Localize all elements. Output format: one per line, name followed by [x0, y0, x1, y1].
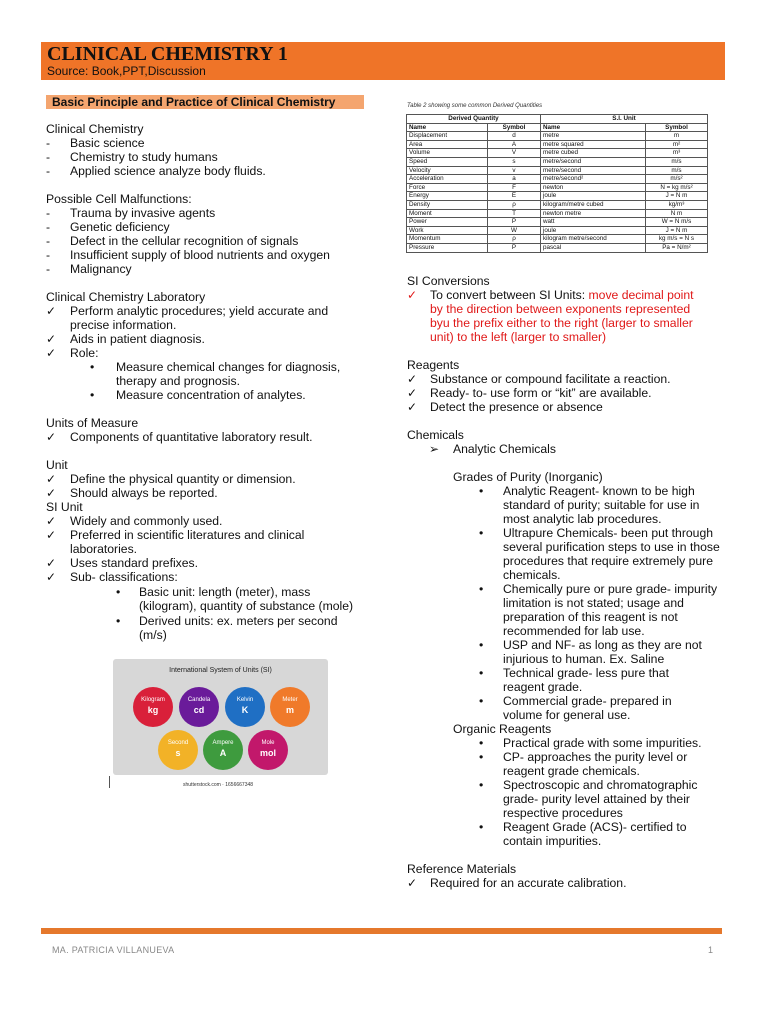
list-item: Ready- to- use form or “kit” are available.: [430, 386, 652, 400]
bullet-icon: •: [90, 388, 95, 402]
table-row: [407, 140, 708, 149]
list-item: Analytic Reagent- known to be high standard of purity; suitable for use in most analytic lab procedures.: [503, 484, 700, 526]
list-item: Define the physical quantity or dimension.: [70, 472, 296, 486]
table-row: [407, 157, 708, 166]
unit-circle-mole: Mole mol: [248, 730, 288, 770]
table-cell: joule: [541, 192, 646, 201]
table-cell: T: [488, 209, 541, 218]
list-item: Practical grade with some impurities.: [503, 736, 702, 750]
gp-title: Grades of Purity (Inorganic): [453, 470, 603, 484]
bullet-icon: •: [479, 666, 484, 680]
table-column-header: Symbol: [488, 123, 541, 132]
list-item: Sub- classifications:: [70, 570, 178, 584]
table-cell: metre/second²: [541, 175, 646, 184]
list-item: Preferred in scientific literatures and clinical laboratories.: [70, 528, 305, 556]
table-cell: kilogram metre/second: [541, 235, 646, 244]
table-row: [407, 226, 708, 235]
table-cell: pascal: [541, 243, 646, 252]
bullet-icon: •: [116, 585, 121, 599]
table-cell: newton: [541, 183, 646, 192]
list-item: Commercial grade- prepared in volume for general use.: [503, 694, 672, 722]
dash-marker: -: [46, 164, 51, 178]
bullet-icon: •: [479, 582, 484, 596]
list-item: Analytic Chemicals: [453, 442, 556, 456]
table-cell: W = N m/s: [646, 218, 708, 227]
bullet-icon: •: [116, 614, 121, 628]
list-item: USP and NF- as long as they are not injurious to human. Ex. Saline: [503, 638, 702, 666]
dash-marker: -: [46, 220, 51, 234]
dash-marker: -: [46, 136, 51, 150]
table-cell: m/s: [646, 157, 708, 166]
table-row: [407, 243, 708, 252]
table-cell: E: [488, 192, 541, 201]
list-item: Malignancy: [70, 262, 132, 276]
list-item: Basic science: [70, 136, 145, 150]
table-cell: metre/second: [541, 166, 646, 175]
table-row: [407, 183, 708, 192]
chem-title: Chemicals: [407, 428, 464, 442]
check-icon: ✓: [407, 288, 418, 302]
table-column-header: Name: [541, 123, 646, 132]
bullet-icon: •: [479, 750, 484, 764]
check-icon: ✓: [407, 876, 418, 890]
dash-marker: -: [46, 248, 51, 262]
table-cell: Moment: [407, 209, 488, 218]
right-column: [407, 274, 727, 890]
table-row: [407, 132, 708, 141]
list-item: Widely and commonly used.: [70, 514, 223, 528]
table-cell: metre: [541, 132, 646, 141]
uom-title: Units of Measure: [46, 416, 139, 430]
list-item: Ultrapure Chemicals- been put through several purification steps to use in those procedures that require extremely pure chemicals.: [503, 526, 720, 582]
bullet-icon: •: [479, 484, 484, 498]
si-image-title: International System of Units (SI): [169, 667, 272, 674]
table-cell: kg/m³: [646, 200, 708, 209]
table-cell: N = kg m/s²: [646, 183, 708, 192]
conv-highlight-line: byu the prefix either to the right (larger to smaller: [430, 316, 693, 330]
table-cell: Energy: [407, 192, 488, 201]
check-icon: ✓: [46, 514, 57, 528]
unit-circle-candela: Candela cd: [179, 687, 219, 727]
dash-marker: -: [46, 234, 51, 248]
table-cell: Volume: [407, 149, 488, 158]
list-item: Perform analytic procedures; yield accurate and precise information.: [70, 304, 329, 332]
conv-highlight: move decimal point: [588, 288, 694, 302]
list-item: Spectroscopic and chromatographic grade- purity level attained by their respective procedures: [503, 778, 698, 820]
table-cell: P: [488, 218, 541, 227]
list-item: Substance or compound facilitate a reaction.: [430, 372, 671, 386]
table-row: [407, 175, 708, 184]
table-cell: kilogram/metre cubed: [541, 200, 646, 209]
table-cell: watt: [541, 218, 646, 227]
list-item: Genetic deficiency: [70, 220, 170, 234]
unit-circle-kelvin: Kelvin K: [225, 687, 265, 727]
left-column: [46, 122, 366, 642]
table-row: [407, 192, 708, 201]
check-icon: ✓: [46, 486, 57, 500]
table-cell: F: [488, 183, 541, 192]
list-item: CP- approaches the purity level or reagent grade chemicals.: [503, 750, 688, 778]
table-cell: kg m/s = N s: [646, 235, 708, 244]
footer-author: MA. PATRICIA VILLANUEVA: [52, 945, 175, 955]
table-row: [407, 209, 708, 218]
arrow-icon: ➢: [429, 442, 440, 456]
table-cell: m³: [646, 149, 708, 158]
bullet-icon: •: [479, 526, 484, 540]
table-cell: Pressure: [407, 243, 488, 252]
table-cell: P: [488, 243, 541, 252]
si-units-image: [113, 659, 328, 775]
source-line: Source: Book,PPT,Discussion: [47, 64, 206, 78]
table-cell: joule: [541, 226, 646, 235]
pcm-title: Possible Cell Malfunctions:: [46, 192, 192, 206]
table-row: [407, 235, 708, 244]
bullet-icon: •: [479, 694, 484, 708]
table-cell: Pa = N/m²: [646, 243, 708, 252]
table-cell: Velocity: [407, 166, 488, 175]
conv-title: SI Conversions: [407, 274, 490, 288]
table-cell: a: [488, 175, 541, 184]
table-cell: m²: [646, 140, 708, 149]
table-group-header: S.I. Unit: [541, 115, 708, 124]
list-item: Derived units: ex. meters per second (m/s): [139, 614, 338, 642]
table-cell: s: [488, 157, 541, 166]
list-item: Measure chemical changes for diagnosis, therapy and prognosis.: [116, 360, 341, 388]
dash-marker: -: [46, 206, 51, 220]
table-column-header: Name: [407, 123, 488, 132]
list-item: Basic unit: length (meter), mass (kilogram), quantity of substance (mole): [139, 585, 354, 613]
list-item: Should always be reported.: [70, 486, 218, 500]
table-cell: m: [646, 132, 708, 141]
title-banner: [41, 42, 725, 80]
table-row: [407, 218, 708, 227]
unit-title: Unit: [46, 458, 68, 472]
check-icon: ✓: [46, 556, 57, 570]
list-item: Technical grade- less pure that reagent grade.: [503, 666, 669, 694]
org-title: Organic Reagents: [453, 722, 552, 736]
table-cell: J = N m: [646, 226, 708, 235]
bullet-icon: •: [90, 360, 95, 374]
table-cell: metre squared: [541, 140, 646, 149]
conv-lead: To convert between SI Units:: [430, 288, 589, 302]
page-number: 1: [708, 945, 714, 955]
table-group-header: Derived Quantity: [407, 115, 541, 124]
list-item: Detect the presence or absence: [430, 400, 603, 414]
table-cell: newton metre: [541, 209, 646, 218]
bullet-icon: •: [479, 736, 484, 750]
check-icon: ✓: [407, 386, 418, 400]
list-item: Role:: [70, 346, 99, 360]
conv-highlight-line: by the direction between exponents represented: [430, 302, 691, 316]
check-icon: ✓: [46, 332, 57, 346]
table-cell: Acceleration: [407, 175, 488, 184]
unit-circle-kilogram: Kilogram kg: [133, 687, 173, 727]
bullet-icon: •: [479, 638, 484, 652]
table-cell: Power: [407, 218, 488, 227]
list-item: Measure concentration of analytes.: [116, 388, 306, 402]
footer-divider: [41, 928, 722, 934]
table-column-header: Symbol: [646, 123, 708, 132]
table-cell: Speed: [407, 157, 488, 166]
bullet-icon: •: [479, 820, 484, 834]
image-credit: shutterstock.com · 1656667348: [183, 782, 254, 788]
unit-circle-ampere: Ampere A: [203, 730, 243, 770]
list-item: Chemistry to study humans: [70, 150, 218, 164]
table-row: [407, 166, 708, 175]
check-icon: ✓: [46, 346, 57, 360]
table-cell: ρ: [488, 200, 541, 209]
check-icon: ✓: [46, 430, 57, 444]
table-cell: Force: [407, 183, 488, 192]
check-icon: ✓: [46, 304, 57, 318]
table-row: [407, 200, 708, 209]
table-cell: Momentum: [407, 235, 488, 244]
cc-title: Clinical Chemistry: [46, 122, 144, 136]
table-row: [407, 149, 708, 158]
table-cell: Area: [407, 140, 488, 149]
page-title: CLINICAL CHEMISTRY 1: [47, 43, 288, 65]
list-item: Chemically pure or pure grade- impurity limitation is not stated; usage and preparation of this reagent is not recommended for lab use.: [503, 582, 718, 638]
table-cell: Displacement: [407, 132, 488, 141]
table-cell: metre/second: [541, 157, 646, 166]
reag-title: Reagents: [407, 358, 460, 372]
table-cell: v: [488, 166, 541, 175]
table-cell: Density: [407, 200, 488, 209]
check-icon: ✓: [46, 528, 57, 542]
table-cell: m/s²: [646, 175, 708, 184]
list-item: Trauma by invasive agents: [70, 206, 216, 220]
unit-circle-meter: Meter m: [270, 687, 310, 727]
si-title: SI Unit: [46, 500, 83, 514]
table-cell: W: [488, 226, 541, 235]
list-item: Components of quantitative laboratory result.: [70, 430, 313, 444]
list-item: Uses standard prefixes.: [70, 556, 199, 570]
table-cell: A: [488, 140, 541, 149]
list-item: Applied science analyze body fluids.: [70, 164, 266, 178]
conv-highlight-line: unit) to the left (larger to smaller): [430, 330, 607, 344]
unit-circle-second: Second s: [158, 730, 198, 770]
list-item: Insufficient supply of blood nutrients and oxygen: [70, 248, 330, 262]
dash-marker: -: [46, 150, 51, 164]
table-cell: J = N m: [646, 192, 708, 201]
list-item: Reagent Grade (ACS)- certified to contain impurities.: [503, 820, 687, 848]
table-cell: Work: [407, 226, 488, 235]
check-icon: ✓: [46, 570, 57, 584]
lab-title: Clinical Chemistry Laboratory: [46, 290, 206, 304]
table-cell: V: [488, 149, 541, 158]
check-icon: ✓: [407, 400, 418, 414]
check-icon: ✓: [46, 472, 57, 486]
ref-title: Reference Materials: [407, 862, 517, 876]
table-cell: metre cubed: [541, 149, 646, 158]
derived-quantities-table: [406, 114, 708, 253]
text-cursor-bar: [109, 776, 110, 788]
table-caption: Table 2 showing some common Derived Quantities: [407, 103, 543, 109]
list-item: Aids in patient diagnosis.: [70, 332, 205, 346]
bullet-icon: •: [479, 778, 484, 792]
table-cell: d: [488, 132, 541, 141]
section-heading: Basic Principle and Practice of Clinical Chemistry: [46, 95, 364, 109]
dash-marker: -: [46, 262, 51, 276]
list-item: Required for an accurate calibration.: [430, 876, 627, 890]
table-cell: ρ: [488, 235, 541, 244]
table-cell: N m: [646, 209, 708, 218]
list-item: Defect in the cellular recognition of signals: [70, 234, 299, 248]
table-cell: m/s: [646, 166, 708, 175]
check-icon: ✓: [407, 372, 418, 386]
